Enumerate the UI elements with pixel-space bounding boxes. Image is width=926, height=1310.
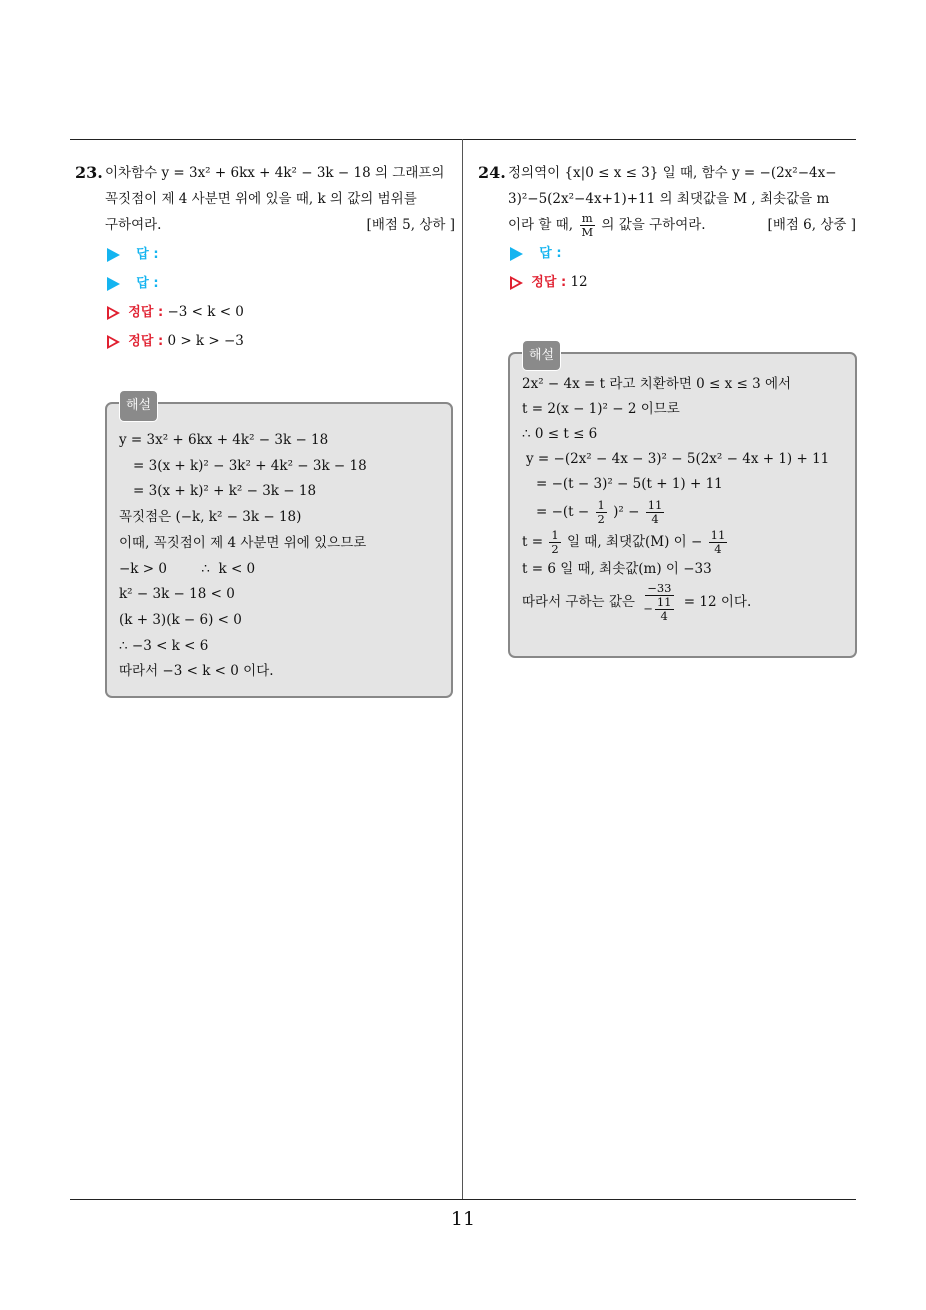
fraction-numerator: 11 xyxy=(647,498,663,512)
correct-value: 0 > k > −3 xyxy=(167,333,244,349)
fraction-denominator: 2 xyxy=(597,512,605,526)
solution-line: ∴ 0 ≤ t ≤ 6 xyxy=(522,426,598,442)
solution-line: y = 3x² + 6kx + 4k² − 3k − 18 xyxy=(119,432,329,448)
question-23-text xyxy=(75,160,457,238)
solution-line: = 3(x + k)² − 3k² + 4k² − 3k − 18 xyxy=(133,457,367,474)
complex-fraction xyxy=(641,582,677,623)
solution-line: ∴ −3 < k < 6 xyxy=(119,637,209,654)
solution-line xyxy=(522,527,845,557)
fraction-numerator: −33 xyxy=(647,581,672,595)
answer-block xyxy=(478,239,858,297)
question-number: 24. xyxy=(478,163,506,182)
question-line xyxy=(105,212,457,238)
question-line-text: 의 값을 구하여라. xyxy=(601,217,706,233)
answer-row[interactable] xyxy=(510,239,858,268)
question-number: 23. xyxy=(75,163,103,182)
solution-line xyxy=(522,497,845,527)
fraction-numerator: 1 xyxy=(597,498,605,512)
outline-triangle-icon xyxy=(107,306,120,320)
solution-text: 따라서 구하는 값은 xyxy=(522,594,635,610)
solution-line: = −(t − 3)² − 5(t + 1) + 11 xyxy=(536,476,723,492)
question-24-text xyxy=(478,160,858,239)
solution-line: t = 2(x − 1)² − 2 이므로 xyxy=(522,401,680,417)
score-meta: [배점 6, 상중 ] xyxy=(767,217,856,233)
correct-label: 정답 : xyxy=(531,275,567,290)
fraction xyxy=(596,499,607,526)
answer-block xyxy=(75,240,457,356)
answer-label: 답 : xyxy=(136,276,159,291)
solution-text: = −(t − xyxy=(536,504,590,520)
answer-label: 답 : xyxy=(539,246,562,261)
solution-line: t = 6 일 때, 최솟값(m) 이 −33 xyxy=(522,561,712,577)
solution-line: k² − 3k − 18 < 0 xyxy=(119,586,235,603)
page-number: 11 xyxy=(450,1208,476,1230)
fraction xyxy=(549,529,560,556)
question-line: 3)²−5(2x²−4x+1)+11 의 최댓값을 M , 최솟값을 m xyxy=(508,191,830,207)
play-triangle-icon xyxy=(107,248,120,262)
solution-line: 꼭짓점은 (−k, k² − 3k − 18) xyxy=(119,509,302,526)
answer-label: 답 : xyxy=(136,247,159,262)
question-line: 꼭짓점이 제 4 사분면 위에 있을 때, k 의 값의 범위를 xyxy=(105,191,417,207)
solution-text: t = xyxy=(522,534,544,550)
fraction-denominator: 2 xyxy=(551,542,559,556)
fraction-denominator: 4 xyxy=(651,512,659,526)
bottom-rule xyxy=(70,1199,856,1200)
solution-box-24 xyxy=(508,348,857,658)
fraction-denominator: 4 xyxy=(660,609,668,623)
question-line xyxy=(508,212,858,239)
fraction xyxy=(655,596,674,623)
solution-line xyxy=(522,582,845,623)
question-24 xyxy=(478,160,858,297)
question-line-text: 이라 할 때, xyxy=(508,217,574,233)
correct-label: 정답 : xyxy=(128,334,164,349)
fraction-m-over-M xyxy=(579,212,595,239)
solution-text: 일 때, 최댓값(M) 이 − xyxy=(566,534,703,550)
answer-row[interactable] xyxy=(107,240,457,269)
outline-triangle-icon xyxy=(107,335,120,349)
solution-text: )² − xyxy=(613,504,640,520)
solution-line: −k > 0 ∴ k < 0 xyxy=(119,560,256,577)
fraction-numerator: 11 xyxy=(656,595,672,609)
question-23 xyxy=(75,160,457,356)
fraction xyxy=(646,499,665,526)
play-triangle-icon xyxy=(107,277,120,291)
fraction-denominator: M xyxy=(581,225,594,239)
fraction-numerator: 1 xyxy=(551,528,559,542)
correct-answer-row xyxy=(107,327,457,356)
solution-tag: 해설 xyxy=(119,390,158,422)
solution-box-23 xyxy=(105,398,453,698)
question-line-text: 구하여라. xyxy=(105,217,162,233)
fraction xyxy=(709,529,728,556)
solution-line: 따라서 −3 < k < 0 이다. xyxy=(119,663,274,680)
solution-tag: 해설 xyxy=(522,340,561,371)
correct-label: 정답 : xyxy=(128,305,164,320)
solution-text: = 12 이다. xyxy=(683,594,752,610)
solution-line: 이때, 꼭짓점이 제 4 사분면 위에 있으므로 xyxy=(119,534,367,551)
column-divider xyxy=(462,139,463,1199)
answer-row[interactable] xyxy=(107,269,457,298)
fraction-denominator: 4 xyxy=(714,542,722,556)
correct-value: 12 xyxy=(570,274,588,290)
fraction-denominator xyxy=(641,596,677,623)
solution-line: = 3(x + k)² + k² − 3k − 18 xyxy=(133,483,317,500)
correct-value: −3 < k < 0 xyxy=(167,304,244,320)
question-line: 이차함수 y = 3x² + 6kx + 4k² − 3k − 18 의 그래프의 xyxy=(105,165,445,181)
fraction-numerator: 11 xyxy=(710,528,726,542)
fraction-numerator: m xyxy=(581,211,593,225)
fraction-sign: − xyxy=(643,601,653,616)
question-line: 정의역이 {x|0 ≤ x ≤ 3} 일 때, 함수 y = −(2x²−4x− xyxy=(508,165,837,181)
play-triangle-icon xyxy=(510,247,523,261)
solution-line: y = −(2x² − 4x − 3)² − 5(2x² − 4x + 1) + 11 xyxy=(526,451,830,467)
outline-triangle-icon xyxy=(510,276,523,290)
correct-answer-row xyxy=(510,268,858,297)
top-rule xyxy=(70,139,856,140)
solution-line: (k + 3)(k − 6) < 0 xyxy=(119,611,242,628)
score-meta: [배점 5, 상하 ] xyxy=(366,217,455,233)
correct-answer-row xyxy=(107,298,457,327)
solution-line: 2x² − 4x = t 라고 치환하면 0 ≤ x ≤ 3 에서 xyxy=(522,376,792,392)
